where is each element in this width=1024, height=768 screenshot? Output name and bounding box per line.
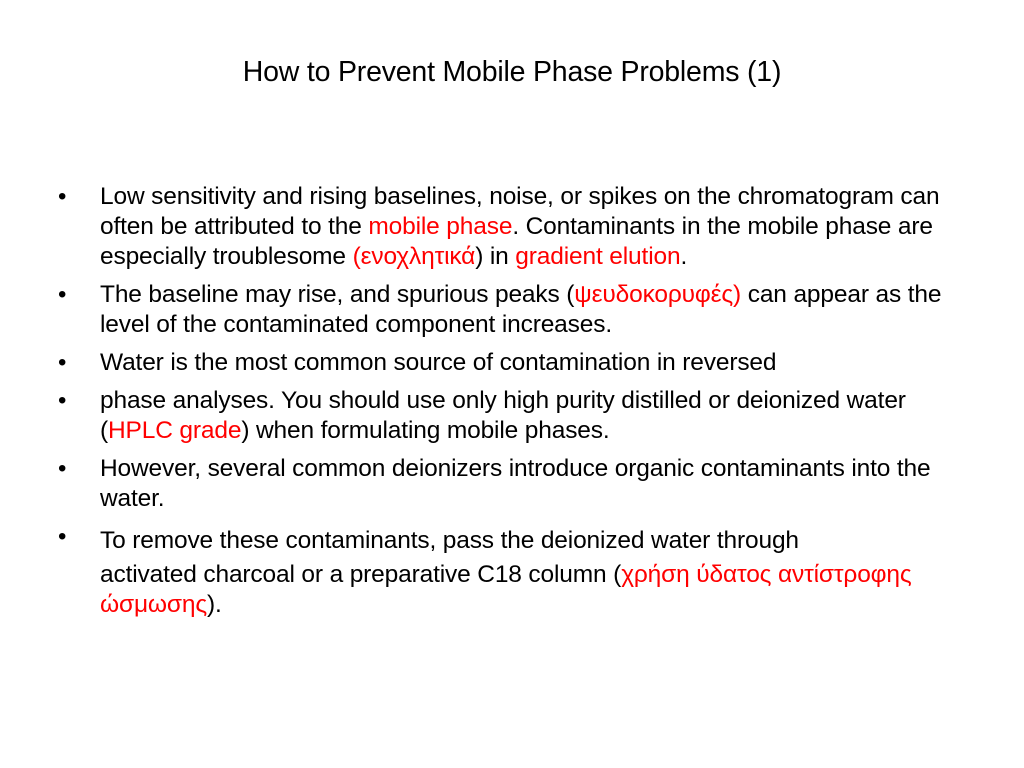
bullet-text: Low sensitivity and rising baselines, noise, or spikes on the chromatogram can often be attributed to the (100, 183, 940, 240)
highlight-term: mobile phase (368, 213, 513, 240)
bullet-text: Water is the most common source of contamination in reversed (100, 349, 777, 376)
highlight-term: ψευδοκορυφές) (574, 281, 742, 308)
bullet-item (58, 182, 978, 272)
bullet-item (58, 522, 978, 620)
highlight-term: HPLC grade (108, 417, 242, 444)
bullet-text: can appear as the level of the contaminated component increases. (100, 281, 942, 338)
bullet-text: ) in (475, 243, 516, 270)
bullet-text: However, several common deionizers introduce organic contaminants into the water. (100, 455, 931, 512)
bullet-text: To remove these contaminants, pass the deionized water through (100, 527, 799, 554)
bullet-text: phase analyses. You should use only high purity distilled or deionized water ( (100, 387, 906, 444)
bullet-item (58, 280, 978, 340)
bullet-dot-icon: • (58, 523, 67, 550)
bullet-text: The baseline may rise, and spurious peaks ( (100, 281, 575, 308)
highlight-term: (ενοχλητικά (352, 243, 476, 270)
bullet-text: ). (207, 591, 222, 618)
highlight-term: gradient elution (515, 243, 681, 270)
bullet-text: activated charcoal or a preparative C18 column ( (100, 561, 622, 588)
bullet-text: . (680, 243, 688, 270)
bullet-dot-icon: • (58, 349, 67, 376)
bullet-text: . Contaminants in the mobile phase are especially troublesome (100, 213, 933, 270)
bullet-dot-icon: • (58, 281, 67, 308)
bullet-list (58, 182, 978, 628)
bullet-line (100, 560, 978, 620)
bullet-line (100, 522, 978, 560)
bullet-item (58, 386, 978, 446)
highlight-term: χρήση ύδατος αντίστροφης ώσμωσης (100, 561, 912, 618)
bullet-dot-icon: • (58, 387, 67, 414)
slide-title: How to Prevent Mobile Phase Problems (1) (242, 56, 782, 88)
bullet-text: ) when formulating mobile phases. (241, 417, 610, 444)
bullet-item (58, 454, 978, 514)
bullet-item (58, 348, 978, 378)
bullet-dot-icon: • (58, 455, 67, 482)
bullet-dot-icon: • (58, 183, 67, 210)
